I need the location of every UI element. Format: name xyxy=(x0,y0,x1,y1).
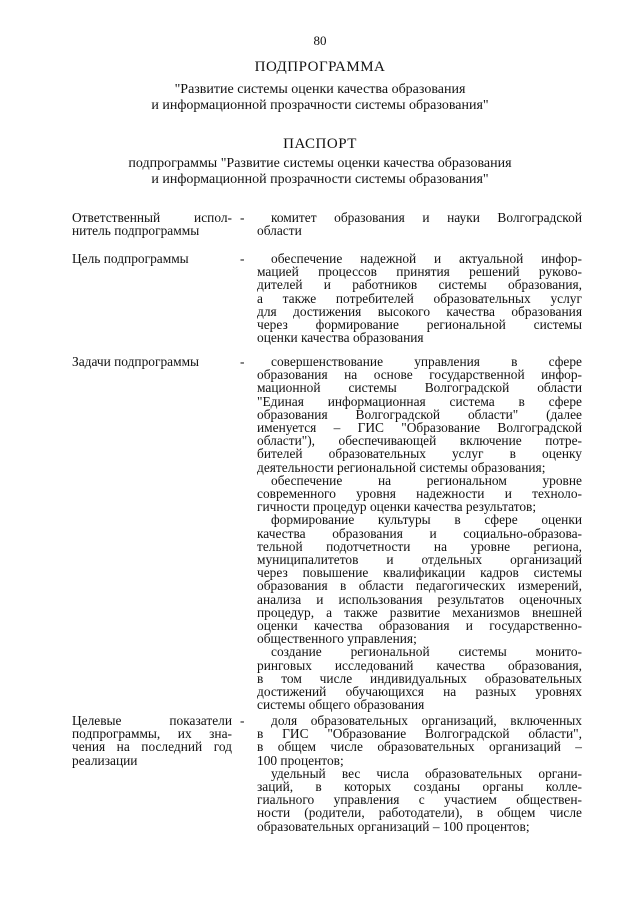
value-line: для достижения высокого качества образования xyxy=(257,303,582,319)
value-line: "Единая информационная система в сфере xyxy=(257,393,582,409)
label-line: реализации xyxy=(72,752,138,768)
value-line: создание региональной системы монито- xyxy=(271,644,582,660)
row-value xyxy=(257,355,582,711)
value-line: формирование культуры в сфере оценки xyxy=(271,512,582,528)
value-line: доля образовательных организаций, включенных xyxy=(271,713,582,728)
value-line: обеспечение на региональном уровне xyxy=(271,472,582,488)
value-line: совершенствование управления в сфере xyxy=(271,354,582,369)
value-line: обеспечение надежной и актуальной инфор- xyxy=(271,251,582,266)
passport-name-line: подпрограммы "Развитие системы оценки качества образования xyxy=(128,156,512,171)
value-line: 100 процентов; xyxy=(257,752,344,768)
row-value xyxy=(257,714,582,833)
value-line: системы общего образования xyxy=(257,697,425,713)
subprogram-name-line: и информационной прозрачности системы образования" xyxy=(151,98,489,113)
value-line: мационной системы Волгоградской области xyxy=(257,380,582,396)
value-line: образования на основе государственной инфор- xyxy=(257,367,582,383)
row-separator: - xyxy=(240,251,245,266)
row-separator: - xyxy=(240,713,245,728)
label-line: Целевые показатели xyxy=(72,713,232,728)
value-line: гичности процедур оценки качества результатов; xyxy=(257,499,537,515)
value-line: в общем числе образовательных организаций – xyxy=(257,739,582,755)
label-line: Ответственный испол- xyxy=(72,210,232,225)
row-value xyxy=(257,211,582,237)
label-line: нитель подпрограммы xyxy=(72,223,200,239)
value-line: анализа и использования результатов оценочных xyxy=(257,591,582,607)
value-line: мацией процессов принятия решений руково- xyxy=(257,264,582,280)
value-line: бителей образовательных услуг в оценку xyxy=(257,446,582,462)
value-line: именуется – ГИС "Образование Волгоградской xyxy=(257,420,582,436)
value-line: через повышение квалификации кадров системы xyxy=(257,565,582,581)
row-separator: - xyxy=(240,210,245,225)
value-line: удельный вес числа образовательных органи- xyxy=(271,765,582,781)
passport-name xyxy=(0,156,640,188)
value-line: общественного управления; xyxy=(257,631,417,647)
value-line: достижений обучающихся на разных уровнях xyxy=(257,684,582,700)
value-line: оценки качества образования и государственно- xyxy=(257,618,582,634)
value-line: комитет образования и науки Волгоградской xyxy=(271,210,582,225)
value-line: в ГИС "Образование Волгоградской области", xyxy=(257,726,582,742)
value-line: качества образования и социально-образова- xyxy=(257,525,582,541)
label-line: Цель подпрограммы xyxy=(72,251,189,266)
row-label xyxy=(72,211,232,237)
value-line: ности (родители, работодатели), в общем числе xyxy=(257,805,582,821)
value-line: а также потребителей образовательных услуг xyxy=(257,290,582,306)
passport-name-line: и информационной прозрачности системы образования" xyxy=(151,172,489,187)
value-line: образования Волгоградской области" (далее xyxy=(257,406,582,422)
label-line: Задачи подпрограммы xyxy=(72,354,200,369)
passport-heading: ПАСПОРТ xyxy=(283,136,357,152)
value-line: области xyxy=(257,223,302,239)
value-line: тельной подотчетности на уровне региона, xyxy=(257,538,582,554)
value-line: через формирование региональной системы xyxy=(257,317,582,333)
subprogram-name xyxy=(0,82,640,114)
value-line: в том числе индивидуальных образовательных xyxy=(257,670,582,686)
value-line: деятельности региональной системы образования; xyxy=(257,459,546,475)
value-line: процедур, а также развитие механизмов внешней xyxy=(257,604,582,620)
value-line: современного уровня надежности и техноло- xyxy=(257,486,582,502)
value-line: оценки качества образования xyxy=(257,330,424,346)
page-number: 80 xyxy=(313,33,327,48)
value-line: образовательных организаций – 100 процентов; xyxy=(257,818,530,834)
row-label xyxy=(72,714,232,767)
value-line: образования в области педагогических измерений, xyxy=(257,578,582,594)
value-line: муниципалитетов и отдельных организаций xyxy=(257,552,582,568)
value-line: гиального управления с участием обществен- xyxy=(257,792,582,808)
subprogram-heading: ПОДПРОГРАММА xyxy=(254,59,386,75)
row-value xyxy=(257,252,582,344)
label-line: подпрограммы, их зна- xyxy=(72,726,232,742)
subprogram-name-line: "Развитие системы оценки качества образования xyxy=(174,82,466,97)
row-separator: - xyxy=(240,354,245,369)
value-line: заций, в которых созданы органы колле- xyxy=(257,779,582,795)
value-line: области"), обеспечивающей включение потре- xyxy=(257,433,582,449)
row-label xyxy=(72,355,232,368)
value-line: дителей и работников системы образования, xyxy=(257,277,582,293)
row-label xyxy=(72,252,232,265)
value-line: ринговых исследований качества образования, xyxy=(257,657,582,673)
label-line: чения на последний год xyxy=(72,739,232,755)
